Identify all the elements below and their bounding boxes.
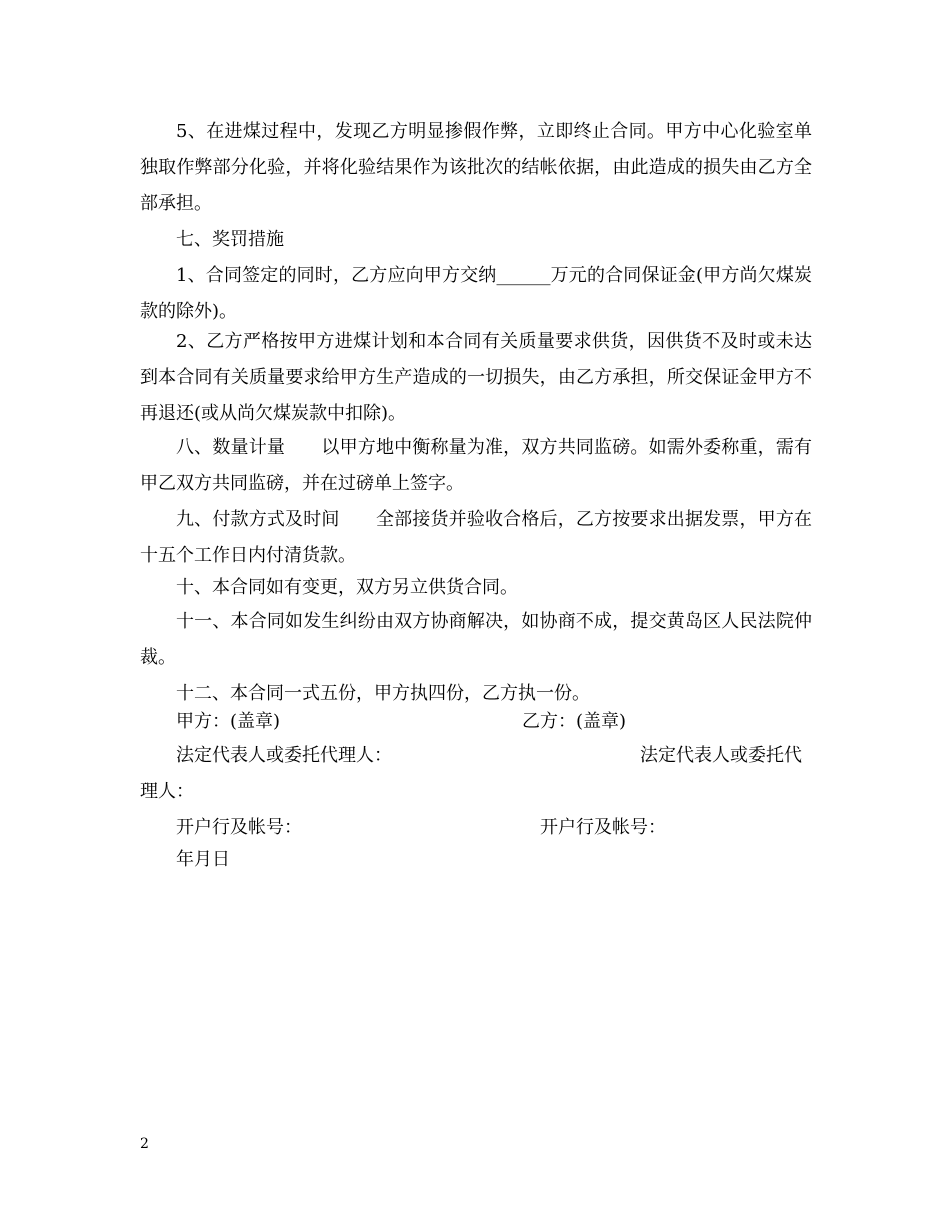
party-a-bank-account: 开户行及帐号：	[176, 817, 302, 838]
section-9: 九、付款方式及时间 全部接货并验收合格后，乙方按要求出据发票，甲方在十五个工作日内付清货款。	[140, 509, 812, 566]
clause-7-1: 1、合同签定的同时，乙方应向甲方交纳______万元的合同保证金(甲方尚欠煤炭款的除外)。	[140, 265, 812, 322]
section-12: 十二、本合同一式五份，甲方执四份，乙方执一份。	[176, 683, 590, 704]
section-7-heading: 七、奖罚措施	[176, 229, 284, 250]
clause-7-2: 2、乙方严格按甲方进煤计划和本合同有关质量要求供货，因供货不及时或未达到本合同有关质量要求给甲方生产造成的一切损失，由乙方承担，所交保证金甲方不再退还(或从尚欠煤炭款中扣除)。	[140, 331, 812, 424]
section-11: 十一、本合同如发生纠纷由双方协商解决，如协商不成，提交黄岛区人民法院仲裁。	[140, 611, 812, 668]
party-b-bank-account: 开户行及帐号：	[540, 817, 666, 838]
party-b-seal: 乙方：(盖章)	[522, 711, 627, 732]
clause-5: 5、在进煤过程中，发现乙方明显掺假作弊，立即终止合同。甲方中心化验室单独取作弊部分化验，并将化验结果作为该批次的结帐依据，由此造成的损失由乙方全部承担。	[140, 121, 812, 214]
party-b-representative-continued: 理人：	[140, 781, 194, 802]
party-a-representative: 法定代表人或委托代理人：	[176, 745, 392, 766]
party-b-representative: 法定代表人或委托代	[640, 745, 802, 766]
page-number: 2	[140, 1136, 149, 1152]
section-10: 十、本合同如有变更，双方另立供货合同。	[176, 577, 518, 598]
party-a-seal: 甲方：(盖章)	[176, 711, 281, 732]
date-line: 年月日	[176, 849, 230, 870]
section-8: 八、数量计量 以甲方地中衡称量为准，双方共同监磅。如需外委称重，需有甲乙双方共同监磅，并在过磅单上签字。	[140, 437, 812, 494]
